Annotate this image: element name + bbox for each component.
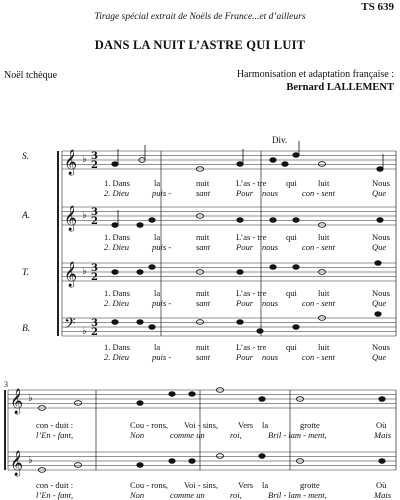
catalog-number: TS 639 — [361, 1, 394, 13]
arranger-name: Bernard LALLEMENT — [286, 82, 394, 93]
svg-text:3: 3 — [91, 263, 98, 274]
svg-text:3: 3 — [91, 318, 98, 329]
arranger-label: Harmonisation et adaptation française : — [236, 69, 394, 80]
svg-text:♭: ♭ — [82, 210, 87, 221]
treble-clef-icon: 𝄞 — [10, 451, 24, 476]
treble-clef-icon: 𝄞 — [64, 206, 78, 231]
svg-text:♭: ♭ — [28, 393, 33, 404]
piece-title: DANS LA NUIT L’ASTRE QUI LUIT — [94, 38, 306, 52]
svg-text:♭: ♭ — [82, 154, 87, 165]
system-2-alto-staff — [8, 452, 396, 470]
svg-text:♭: ♭ — [82, 326, 87, 337]
soprano-notes — [112, 141, 383, 171]
alto-staff — [62, 207, 396, 225]
piece-origin: Noël tchèque — [4, 70, 58, 81]
svg-text:3: 3 — [91, 207, 98, 218]
svg-text:3: 3 — [91, 151, 98, 162]
sheet-music-page: TS 639 Tirage spécial extrait de Noëls de France...et d’ailleurs DANS LA NUIT L’ASTRE QUI LUIT Noël tchèque Harmonisation et adaptation française : Bernard LALLEMENT S. A. T. B. Div. 3 𝄞 𝄞 𝄞 𝄢 𝄞 𝄞 ♭ ♭ ♭ ♭ ♭ ♭ 3 2 3 2 3 2 3 2 1. Dans la nuit L’as - tre qui luit Nous 2. Dieu puis - sant Pour nous con - sent Que 1. Dans la nuit L’as - tre qui luit Nous 2. Dieu puis - sant Pour nous con - sent Que 1. Dans la nuit L’as - tre qui luit Nous 2. Dieu puis - sant Pour nous con - sent Que 1. Dans la nuit L’as - tre qui luit Nous 2. Dieu puis - sant Pour nous con - sent Que con - duit : Cou - rons, Voi - sins, Vers la grotte Où l’En - fant, Non comme un roi, Bril - lam - ment, Mais con - duit : Cou - rons, Voi - sins, Vers la grotte Où l’En - fant, Non comme un roi, Bril - lam - ment, Mais — [0, 0, 400, 500]
voice-label-soprano: S. — [22, 152, 30, 162]
system-2-notes — [38, 388, 385, 473]
bass-clef-icon: 𝄢 — [64, 315, 76, 336]
measure-number: 3 — [4, 380, 8, 389]
voice-label-bass: B. — [22, 324, 31, 334]
system-2-soprano-staff — [8, 390, 396, 408]
voice-label-tenor: T. — [22, 268, 29, 278]
soprano-staff — [62, 151, 396, 169]
collection-subtitle: Tirage spécial extrait de Noëls de France...et d’ailleurs — [94, 12, 306, 22]
svg-text:2: 2 — [91, 327, 98, 338]
svg-text:♭: ♭ — [82, 266, 87, 277]
svg-text:2: 2 — [91, 216, 98, 227]
voice-label-alto: A. — [22, 211, 31, 221]
svg-text:2: 2 — [91, 160, 98, 171]
treble-clef-icon: 𝄞 — [64, 262, 78, 287]
treble-clef-icon: 𝄞 — [10, 389, 24, 414]
time-signature — [91, 151, 98, 338]
treble-clef-icon: 𝄞 — [64, 150, 78, 175]
svg-text:♭: ♭ — [28, 455, 33, 466]
division-mark: Div. — [272, 135, 288, 145]
svg-text:2: 2 — [91, 272, 98, 283]
